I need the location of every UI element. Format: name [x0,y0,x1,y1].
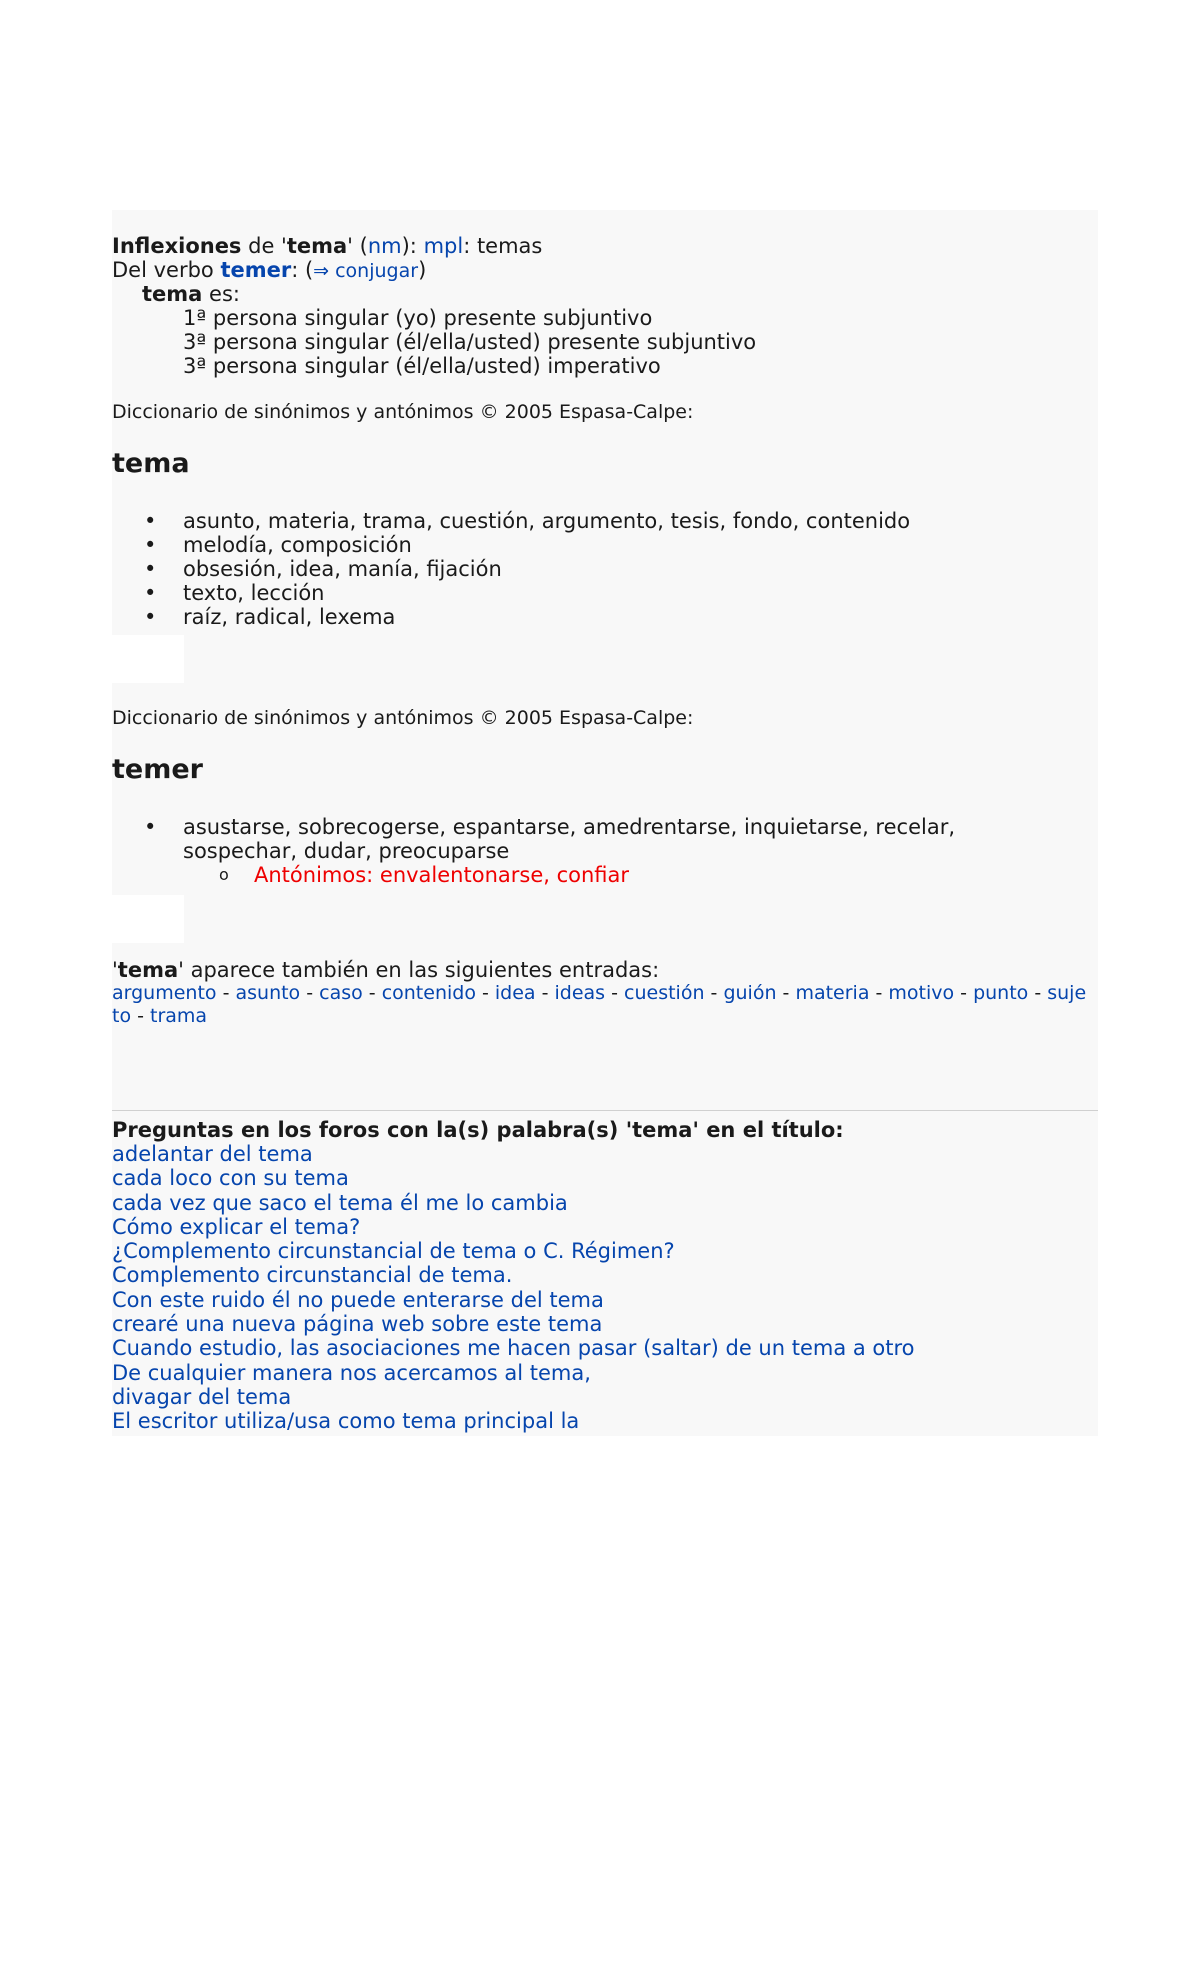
entry-link[interactable]: materia [795,982,870,1004]
separator: - [954,982,974,1004]
separator: - [131,1005,151,1027]
verb-line [112,258,426,283]
forum-question-link[interactable]: Cuando estudio, las asociaciones me hacen pasar (saltar) de un tema a otro [112,1336,915,1361]
forum-question-link[interactable]: Cómo explicar el tema? [112,1214,361,1239]
entry-link[interactable]: guión [723,982,777,1004]
synonym-list [112,509,1092,629]
inflections-label: Inflexiones [112,234,242,258]
forum-question-link[interactable]: El escritor utiliza/usa como tema principal la [112,1409,580,1434]
form-word: tema [142,282,203,306]
form-line [142,282,240,306]
synonym-item: • obsesión, idea, manía, fijación [112,557,1092,581]
separator: - [776,982,796,1004]
entry-link[interactable]: argumento [112,982,217,1004]
forum-question-link[interactable]: Complemento circunstancial de tema. [112,1263,513,1288]
entry-link[interactable]: trama [150,1005,208,1027]
inflections-quote: ' ( [347,234,368,258]
separator: - [362,982,382,1004]
forum-question-link[interactable]: Con este ruido él no puede enterarse del tema [112,1287,604,1312]
verb-link[interactable]: temer [220,258,292,282]
separator: - [704,982,724,1004]
synonym-item: • raíz, radical, lexema [112,605,1092,629]
divider [112,1110,1098,1111]
conj-close: ) [418,258,427,282]
antonym-item: o Antónimos: envalentonarse, confiar [183,863,1072,887]
synonym-text: asustarse, sobrecogerse, espantarse, amedrentarse, inquietarse, recelar, sospechar, dudar, preocuparse [183,815,956,863]
forum-title: Preguntas en los foros con la(s) palabra(s) 'tema' en el título: [112,1118,844,1142]
conjugate-link[interactable]: ⇒ conjugar [313,260,419,282]
inflections-de: de ' [248,234,287,258]
inflections-line [112,234,542,258]
also-text: ' aparece también en las siguientes entradas: [178,958,660,982]
inflections-paren: ): [401,234,424,258]
separator: - [535,982,555,1004]
form-item: 3ª persona singular (él/ella/usted) presente subjuntivo [183,330,757,354]
forum-question-link[interactable]: De cualquier manera nos acercamos al tema, [112,1360,591,1385]
also-appears-links [112,982,1092,1028]
synonym-item [112,815,1072,887]
synonym-item: • melodía, composición [112,533,1092,557]
form-es: es: [202,282,240,306]
form-item: 1ª persona singular (yo) presente subjuntivo [183,306,653,330]
entry-link[interactable]: idea [494,982,536,1004]
headword: tema [112,448,190,479]
forum-question-link[interactable]: cada vez que saco el tema él me lo cambia [112,1190,568,1215]
dictionary-source: Diccionario de sinónimos y antónimos © 2005 Espasa-Calpe: [112,401,694,423]
forum-question-list [112,1142,915,1434]
conj-open: : ( [291,258,314,282]
forum-question-link[interactable]: divagar del tema [112,1384,292,1409]
entry-link[interactable]: cuestión [624,982,705,1004]
synonym-item: • texto, lección [112,581,1092,605]
headword: temer [112,754,203,785]
also-quote: ' [112,958,118,982]
dictionary-source: Diccionario de sinónimos y antónimos © 2005 Espasa-Calpe: [112,707,694,729]
panel-gap [112,895,184,943]
entry-link[interactable]: caso [319,982,363,1004]
forum-question-link[interactable]: ¿Complemento circunstancial de tema o C. Régimen? [112,1239,675,1264]
forum-question-link[interactable]: adelantar del tema [112,1142,313,1166]
antonym-list [183,863,1072,887]
pos-link[interactable]: nm [367,234,402,258]
separator: - [1028,982,1048,1004]
plural-link[interactable]: mpl [423,234,464,258]
separator: - [216,982,236,1004]
entry-link[interactable]: motivo [888,982,955,1004]
synonym-item: • asunto, materia, trama, cuestión, argumento, tesis, fondo, contenido [112,509,1092,533]
separator: - [869,982,889,1004]
separator: - [605,982,625,1004]
inflections-word: tema [286,234,348,258]
entry-link[interactable]: ideas [554,982,606,1004]
entry-link[interactable]: contenido [381,982,476,1004]
separator: - [300,982,320,1004]
plural-value: : temas [463,234,543,258]
form-item: 3ª persona singular (él/ella/usted) imperativo [183,354,661,378]
also-word: tema [117,958,179,982]
forum-question-link[interactable]: crearé una nueva página web sobre este tema [112,1312,603,1337]
entry-link[interactable]: sujeto [112,982,1087,1027]
forum-question-link[interactable]: cada loco con su tema [112,1166,349,1191]
also-appears-heading [112,958,659,982]
entry-link[interactable]: asunto [235,982,301,1004]
entry-link[interactable]: punto [973,982,1029,1004]
synonym-list [112,815,1072,887]
verb-prefix: Del verbo [112,258,221,282]
separator: - [475,982,495,1004]
panel-gap [112,635,184,683]
